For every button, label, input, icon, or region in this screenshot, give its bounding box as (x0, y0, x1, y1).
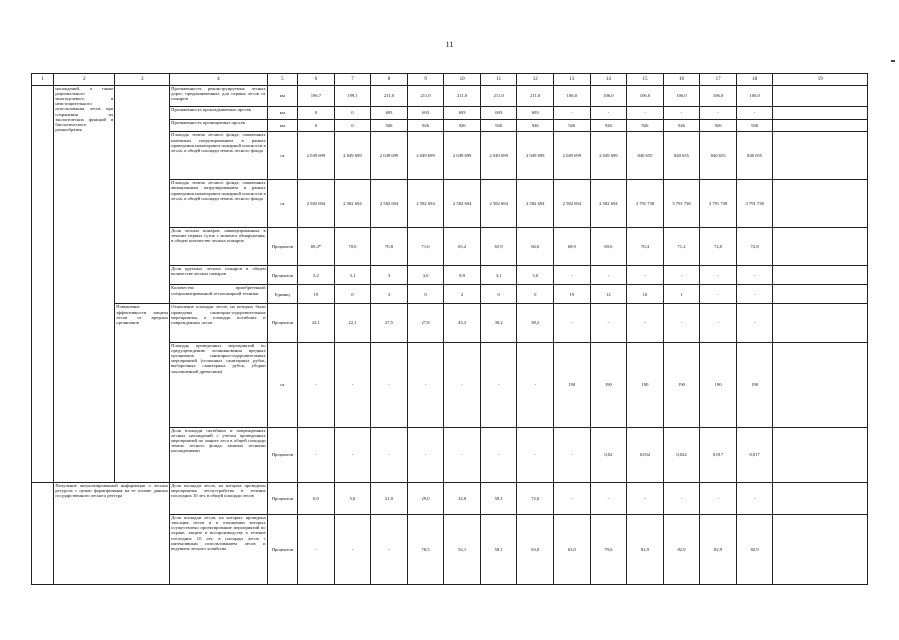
value-cell: 2 582 694 (554, 180, 591, 228)
value-cell: 43,3 (444, 304, 481, 342)
header-cell: 17 (700, 74, 737, 86)
unit-cell: Процентов (267, 266, 297, 285)
header-cell: 14 (590, 74, 627, 86)
unit-cell: га (267, 342, 297, 427)
note-cell (773, 227, 868, 265)
note-cell (773, 180, 868, 228)
value-cell: 82,9 (700, 514, 737, 584)
value-cell: - (298, 514, 335, 584)
value-cell: 840 655 (627, 132, 664, 180)
value-cell: - (663, 106, 700, 119)
value-cell: - (736, 482, 773, 514)
value-cell: 2 049 699 (517, 132, 554, 180)
value-cell: - (700, 106, 737, 119)
value-cell: 2 049 699 (554, 132, 591, 180)
unit-cell: га (267, 132, 297, 180)
value-cell: 82,9 (627, 514, 664, 584)
value-cell: 5,0 (334, 482, 371, 514)
header-cell: 16 (663, 74, 700, 86)
value-cell: 27,5 (371, 304, 408, 342)
value-cell: 70,4 (627, 227, 664, 265)
unit-cell: км (267, 106, 297, 119)
unit-cell: га (267, 180, 297, 228)
value-cell: 106,0 (627, 85, 664, 106)
value-cell: 926 (407, 119, 444, 132)
value-cell: - (334, 342, 371, 427)
value-cell: 693 (444, 106, 481, 119)
value-cell: 16 (627, 285, 664, 304)
value-cell: - (334, 514, 371, 584)
table-row (32, 482, 868, 514)
measure-cell (115, 85, 170, 304)
indicator-cell: Площадь проведенных мероприятий по предупреждению возникновения вредных организмов: санитарно-оздоровительных мероприятий (сплошных санитарных рубок, выборочных санитарных рубок, уборки захламленной древесины) (170, 342, 268, 427)
value-cell: 65,2 (444, 227, 481, 265)
unit-cell: км (267, 85, 297, 106)
note-cell (773, 132, 868, 180)
value-cell: 3 (371, 266, 408, 285)
indicator-cell: Количество приобретенной специализированной лесопожарной техники (170, 285, 268, 304)
value-cell: - (407, 427, 444, 482)
value-cell: - (627, 482, 664, 514)
value-cell: - (590, 106, 627, 119)
value-cell: 0 (334, 119, 371, 132)
measure-cell: Повышение эффективности защиты лесов от вредных организмов (115, 304, 170, 482)
value-cell: 2 049 699 (444, 132, 481, 180)
value-cell: 66,6 (517, 227, 554, 265)
value-cell: 190 (736, 342, 773, 427)
value-cell: 78,5 (407, 514, 444, 584)
value-cell: 190 (627, 342, 664, 427)
value-cell: 3 (371, 285, 408, 304)
note-cell (773, 514, 868, 584)
value-cell: - (736, 304, 773, 342)
header-cell: 5 (267, 74, 297, 86)
value-cell: - (736, 266, 773, 285)
value-cell: 0 (334, 106, 371, 119)
value-cell: - (480, 342, 517, 427)
value-cell: 68,9 (554, 227, 591, 265)
value-cell: 0,0 (298, 482, 335, 514)
value-cell: 106,0 (554, 85, 591, 106)
value-cell: 63,0 (517, 514, 554, 584)
value-cell: 2 582 694 (517, 180, 554, 228)
value-cell: 190 (700, 342, 737, 427)
value-cell: 2 049 699 (298, 132, 335, 180)
value-cell: 211,0 (407, 85, 444, 106)
header-cell: 12 (517, 74, 554, 86)
index-cell (32, 85, 54, 482)
value-cell: 58,1 (480, 482, 517, 514)
value-cell: 211,0 (371, 85, 408, 106)
table-row (32, 304, 868, 342)
header-cell: 2 (54, 74, 115, 86)
header-cell: 13 (554, 74, 591, 86)
indicators-table (31, 73, 868, 585)
value-cell: 0 (334, 285, 371, 304)
value-cell: - (590, 304, 627, 342)
value-cell: 106,0 (590, 85, 627, 106)
value-cell: - (663, 266, 700, 285)
value-cell: 2 582 694 (444, 180, 481, 228)
scan-mark (891, 60, 895, 62)
value-cell: 926 (517, 119, 554, 132)
unit-cell: Единиц (267, 285, 297, 304)
value-cell: 69,4* (298, 227, 335, 265)
value-cell: 0 (407, 285, 444, 304)
value-cell: 0,024 (663, 427, 700, 482)
unit-cell: Процентов (267, 304, 297, 342)
value-cell: 29,0 (407, 482, 444, 514)
header-cell: 7 (334, 74, 371, 86)
indicator-cell: Доля площади лесов, на которых проведены мероприятия лесоустройства в течение последних 10 лет, в общей площади лесов (170, 482, 268, 514)
value-cell: 2 582 694 (407, 180, 444, 228)
value-cell: - (554, 106, 591, 119)
header-row (32, 74, 868, 86)
value-cell: 211,0 (517, 85, 554, 106)
value-cell: 693 (407, 106, 444, 119)
value-cell: 8,9 (444, 266, 481, 285)
value-cell: 2 582 694 (590, 180, 627, 228)
value-cell: 72,8 (736, 227, 773, 265)
value-cell: 3,2 (298, 266, 335, 285)
value-cell: 211,0 (480, 85, 517, 106)
indicator-cell: Отношение площади лесов, на которых были проведены санитарно-оздоровительные мероприятия, к площади погибших и поврежденных лесов (170, 304, 268, 342)
value-cell: 27,8 (407, 304, 444, 342)
value-cell: 0 (298, 106, 335, 119)
value-cell: 190 (663, 342, 700, 427)
value-cell: - (517, 427, 554, 482)
note-cell (773, 342, 868, 427)
indicator-cell: Доля площади лесов, на которых проведена таксация лесов и в отношении которых осуществлено проектирование мероприятий по охране, защите и воспроизводству в течение последних 10 лет, в площади лесов с интенсивным использованием лесов и ведением лесного хозяйства (170, 514, 268, 584)
note-cell (773, 106, 868, 119)
value-cell: 926 (444, 119, 481, 132)
value-cell: 0 (298, 119, 335, 132)
table-body (32, 74, 868, 585)
value-cell: 2 (444, 285, 481, 304)
value-cell: 211,0 (444, 85, 481, 106)
indicator-cell: Площадь земель лесного фонда, охваченных наземным патрулированием в рамках проведения мониторинга пожарной опасности в лесах, в общей площади земель лесного фонда (170, 132, 268, 180)
value-cell: 12 (590, 285, 627, 304)
value-cell: 926 (663, 119, 700, 132)
value-cell: 79,6 (590, 514, 627, 584)
value-cell: - (700, 482, 737, 514)
header-cell: 3 (115, 74, 170, 86)
header-cell: 1 (32, 74, 54, 86)
value-cell: 926 (590, 119, 627, 132)
value-cell: - (663, 482, 700, 514)
value-cell: 19 (554, 285, 591, 304)
indicator-cell: Доля лесных пожаров, ликвидированных в течение первых суток с момента обнаружения, в общем количестве лесных пожаров (170, 227, 268, 265)
value-cell: 926 (736, 119, 773, 132)
value-cell: 71,2 (663, 227, 700, 265)
value-cell: 58,1 (480, 514, 517, 584)
note-cell (773, 119, 868, 132)
value-cell: 693 (517, 106, 554, 119)
value-cell: 72,0 (517, 482, 554, 514)
value-cell: 926 (371, 119, 408, 132)
value-cell: 2 049 699 (590, 132, 627, 180)
value-cell: 32,0 (444, 482, 481, 514)
value-cell: 65,9 (480, 227, 517, 265)
value-cell: - (371, 342, 408, 427)
value-cell: - (371, 427, 408, 482)
value-cell: 82,9 (663, 514, 700, 584)
value-cell: 71,6 (407, 227, 444, 265)
value-cell: 693 (371, 106, 408, 119)
value-cell: 190 (554, 342, 591, 427)
value-cell: 190 (590, 342, 627, 427)
value-cell: - (700, 304, 737, 342)
value-cell: - (554, 482, 591, 514)
header-cell: 6 (298, 74, 335, 86)
table-row (32, 85, 868, 106)
value-cell: 0,017 (736, 427, 773, 482)
value-cell: 3 791 738 (736, 180, 773, 228)
value-cell: 63,0 (554, 514, 591, 584)
value-cell: 0 (480, 285, 517, 304)
note-cell (773, 482, 868, 514)
value-cell: 72,0 (700, 227, 737, 265)
header-cell: 19 (773, 74, 868, 86)
value-cell: 70,0 (334, 227, 371, 265)
value-cell: 1 (663, 285, 700, 304)
value-cell: - (444, 427, 481, 482)
value-cell: 70,8 (371, 227, 408, 265)
value-cell: 2 049 699 (371, 132, 408, 180)
value-cell: 54,1 (444, 514, 481, 584)
header-cell: 9 (407, 74, 444, 86)
value-cell: 2 049 699 (407, 132, 444, 180)
indicator-cell: Площадь земель лесного фонда, охваченных авиационным патрулированием в рамках проведения мониторинга пожарной опасности в лесах, в общей площади земель лесного фонда (170, 180, 268, 228)
value-cell: - (736, 285, 773, 304)
task-cell: насаждений, а также рационального многоцелевого и неистощительного использования лесов при сохранении их экологических функций и биологического разнообразия (54, 85, 115, 482)
value-cell: 2 582 694 (371, 180, 408, 228)
value-cell: - (627, 266, 664, 285)
note-cell (773, 427, 868, 482)
value-cell: 3 791 738 (627, 180, 664, 228)
value-cell: - (371, 514, 408, 584)
value-cell: 2 049 699 (334, 132, 371, 180)
header-cell: 4 (170, 74, 268, 86)
value-cell: 693 (480, 106, 517, 119)
value-cell: 3 791 738 (663, 180, 700, 228)
unit-cell: Процентов (267, 227, 297, 265)
value-cell: 3,1 (334, 266, 371, 285)
value-cell: - (627, 106, 664, 119)
value-cell: - (554, 266, 591, 285)
note-cell (773, 285, 868, 304)
value-cell: - (298, 427, 335, 482)
value-cell: 3 791 738 (700, 180, 737, 228)
value-cell: 199,1 (334, 85, 371, 106)
value-cell: - (627, 304, 664, 342)
value-cell: - (736, 106, 773, 119)
value-cell: 69,6 (590, 227, 627, 265)
note-cell (773, 266, 868, 285)
value-cell: - (590, 482, 627, 514)
value-cell: 3,0 (517, 266, 554, 285)
header-cell: 15 (627, 74, 664, 86)
value-cell: 840 655 (663, 132, 700, 180)
value-cell: 106,0 (700, 85, 737, 106)
value-cell: - (517, 342, 554, 427)
value-cell: 2 582 694 (298, 180, 335, 228)
value-cell: 106,0 (663, 85, 700, 106)
value-cell: - (554, 427, 591, 482)
value-cell: - (663, 304, 700, 342)
task-cell: Получение актуализированной информации о лесных ресурсах с целью формирования на ее основе данных государственного лесного реестра (54, 482, 170, 584)
header-cell: 11 (480, 74, 517, 86)
value-cell: 0,032 (627, 427, 664, 482)
value-cell: - (590, 266, 627, 285)
note-cell (773, 85, 868, 106)
header-cell: 10 (444, 74, 481, 86)
index-cell (32, 482, 54, 584)
value-cell: 3,1 (480, 266, 517, 285)
unit-cell: Процентов (267, 427, 297, 482)
value-cell: 38,2 (517, 304, 554, 342)
header-cell: 8 (371, 74, 408, 86)
value-cell: 106,0 (736, 85, 773, 106)
value-cell: 0,017 (700, 427, 737, 482)
value-cell: - (407, 342, 444, 427)
value-cell: 82,9 (736, 514, 773, 584)
value-cell: - (480, 427, 517, 482)
value-cell: 926 (480, 119, 517, 132)
value-cell: 22,1 (334, 304, 371, 342)
value-cell: - (334, 427, 371, 482)
value-cell: 2 582 694 (480, 180, 517, 228)
value-cell: - (298, 342, 335, 427)
value-cell: 196,7 (298, 85, 335, 106)
value-cell: 926 (700, 119, 737, 132)
unit-cell: Процентов (267, 482, 297, 514)
note-cell (773, 304, 868, 342)
page-number: 11 (445, 40, 454, 49)
value-cell: 0,02 (590, 427, 627, 482)
value-cell: 840 655 (736, 132, 773, 180)
value-cell: - (554, 304, 591, 342)
indicator-cell: Протяженность прокладываемых просек (170, 106, 268, 119)
value-cell: 926 (627, 119, 664, 132)
value-cell: 2 049 699 (480, 132, 517, 180)
value-cell: 0 (517, 285, 554, 304)
header-cell: 18 (736, 74, 773, 86)
value-cell: - (700, 285, 737, 304)
value-cell: 3,0 (407, 266, 444, 285)
indicator-cell: Протяженность прочищаемых просек (170, 119, 268, 132)
value-cell: 19 (298, 285, 335, 304)
indicator-cell: Протяженность реконструируемых лесных дорог, предназначенных для охраны лесов от пожаров (170, 85, 268, 106)
unit-cell: км (267, 119, 297, 132)
unit-cell: Процентов (267, 514, 297, 584)
indicator-cell: Доля площади погибших и поврежденных лесных насаждений с учетом проведенных мероприятий по защите леса в общей площади земель лесного фонда, занятых лесными насаждениями (170, 427, 268, 482)
value-cell: 22,1 (298, 304, 335, 342)
value-cell: - (444, 342, 481, 427)
value-cell: 926 (554, 119, 591, 132)
value-cell: 38,2 (480, 304, 517, 342)
value-cell: - (700, 266, 737, 285)
value-cell: 2 582 694 (334, 180, 371, 228)
indicator-cell: Доля крупных лесных пожаров в общем количестве лесных пожаров (170, 266, 268, 285)
value-cell: 840 655 (700, 132, 737, 180)
value-cell: 21,0 (371, 482, 408, 514)
